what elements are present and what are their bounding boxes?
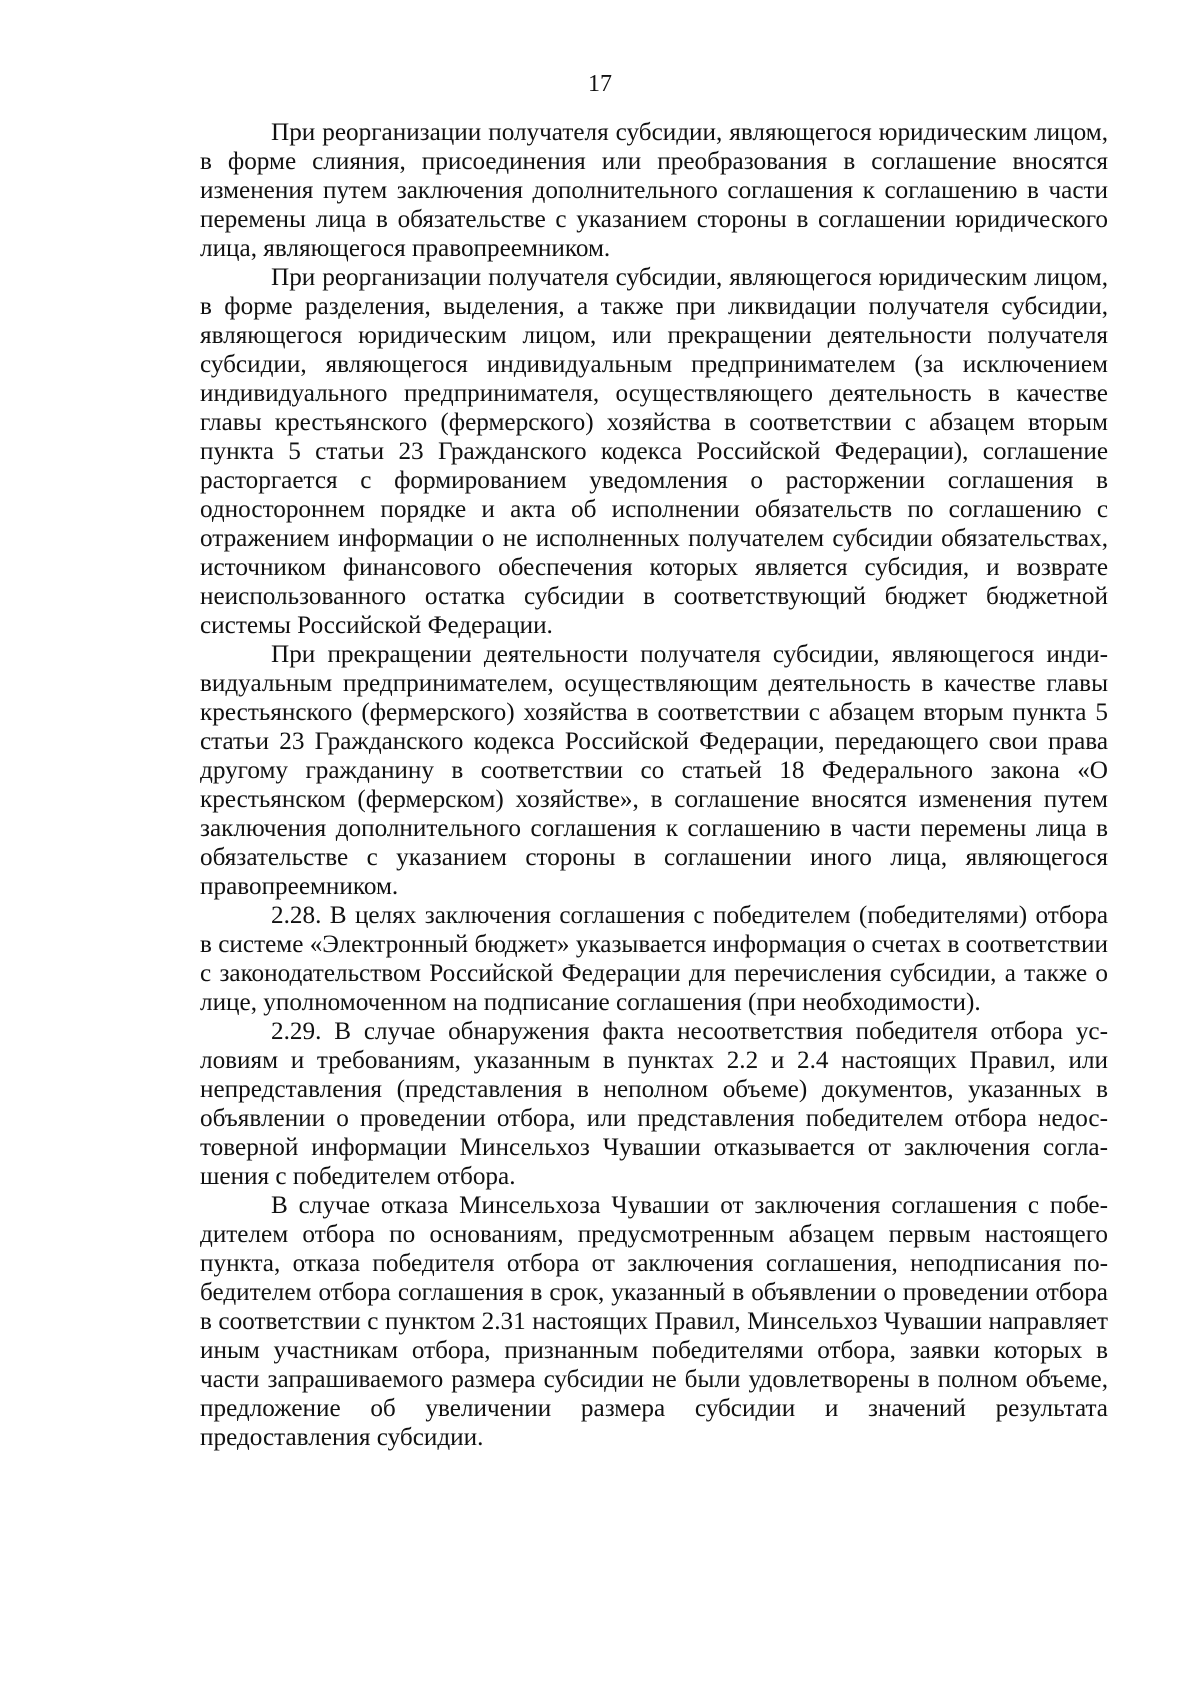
paragraph-termination-farmer: При прекращении деятельности получателя субсидии, являющегося индивидуальным предпринимателем, осуществляющим деятельность в качестве главы крестьянского (фермерского) хозяйства в соответствии с абзацем вторым пункта 5 статьи 23 Гражданского кодекса Российской Федерации, передающего свои права другому гражданину в соответствии со статьей 18 Федерального закона «О крестьянском (фермерском) хозяйстве», в соглашение вносятся изменения путем заключения дополнительного соглашения к соглашению в части перемены лица в обязательстве с указанием стороны в соглашении иного лица, являющегося правопреемником.	[200, 641, 1108, 900]
page-number: 17	[588, 71, 612, 97]
paragraph-2-29: 2.29. В случае обнаружения факта несоответствия победителя отбора условиям и требованиям, указанным в пунктах 2.2 и 2.4 настоящих Правил, или непредставления (представления в неполном объеме) документов, указанных в объявлении о проведении отбора, или представления победителем отбора недостоверной информации Минсельхоз Чувашии отказывается от заключения соглашения с победителем отбора.	[200, 1018, 1108, 1190]
paragraph-refusal: В случае отказа Минсельхоза Чувашии от заключения соглашения с победителем отбора по основаниям, предусмотренным абзацем первым настоящего пункта, отказа победителя отбора от заключения соглашения, неподписания победителем отбора соглашения в срок, указанный в объявлении о проведении отбора в соответствии с пунктом 2.31 настоящих Правил, Минсельхоз Чувашии направляет иным участникам отбора, признанным победителями отбора, заявки которых в части запрашиваемого размера субсидии не были удовлетворены в полном объеме, предложение об увеличении размера субсидии и значений результата предоставления субсидии.	[200, 1192, 1108, 1451]
paragraph-2-28: 2.28. В целях заключения соглашения с победителем (победителями) отбора в системе «Электронный бюджет» указывается информация о счетах в соответствии с законодательством Российской Федерации для перечисления субсидии, а также о лице, уполномоченном на подписание соглашения (при необходимости).	[200, 902, 1108, 1016]
paragraph-reorganization-merger: При реорганизации получателя субсидии, являющегося юридическим лицом, в форме слияния, присоединения или преобразования в соглашение вносятся изменения путем заключения дополнительного соглашения к соглашению в части перемены лица в обязательстве с указанием стороны в соглашении юридического лица, являющегося правопреемником.	[200, 119, 1108, 262]
paragraph-reorganization-division: При реорганизации получателя субсидии, являющегося юридическим лицом, в форме разделения, выделения, а также при ликвидации получателя субсидии, являющегося юридическим лицом, или прекращении деятельности получателя субсидии, являющегося индивидуальным предпринимателем (за исключением индивидуального предпринимателя, осуществляющего деятельность в качестве главы крестьянского (фермерского) хозяйства в соответствии с абзацем вторым пункта 5 статьи 23 Гражданского кодекса Российской Федерации), соглашение расторгается с формированием уведомления о расторжении соглашения в одностороннем порядке и акта об исполнении обязательств по соглашению с отражением информации о не исполненных получателем субсидии обязательствах, источником финансового обеспечения которых является субсидия, и возврате неиспользованного остатка субсидии в соответствующий бюджет бюджетной системы Российской Федерации.	[200, 264, 1108, 639]
document-body	[200, 118, 1108, 1452]
